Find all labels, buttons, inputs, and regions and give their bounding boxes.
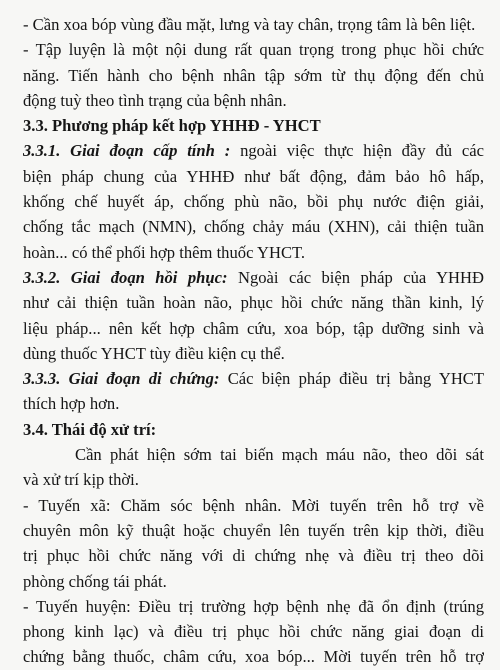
text-line: phong kinh lạc) và điều trị phục hồi chức năng giai đoạn di	[23, 622, 484, 642]
paragraph-recovery-line: 3.3.2. Giai đoạn hồi phục: Ngoài các biện pháp của YHHĐ	[23, 267, 484, 287]
text-line: chứng bằng thuốc, châm cứu, xoa bóp... Mời tuyến trên hỗ trợ	[23, 647, 484, 667]
text-line: trị phục hồi chức năng với di chứng nhẹ và điều trị theo dõi	[23, 546, 484, 566]
text-line: chống tắc mạch (NMN), chống chảy máu (XHN), cải thiện tuần	[23, 217, 484, 237]
text-line: Cần phát hiện sớm tai biến mạch máu não, theo dõi sát	[75, 445, 484, 465]
text-line: - Cần xoa bóp vùng đầu mặt, lưng và tay chân, trọng tâm là bên liệt.	[23, 15, 476, 34]
text-line: - Tuyến huyện: Điều trị trường hợp bệnh nhẹ đã ổn định (trúng	[23, 596, 484, 616]
section-heading-3-4: 3.4. Thái độ xử trí:	[23, 419, 157, 439]
text-line: và xử trí kịp thời.	[23, 470, 139, 490]
text-line: dùng thuốc YHCT tùy điều kiện cụ thể.	[23, 343, 285, 363]
text-line: khống chế huyết áp, chống phù não, bồi phụ nước điện giải,	[23, 192, 484, 212]
paragraph-sequelae-line: 3.3.3. Giai đoạn di chứng: Các biện pháp điều trị bằng YHCT	[23, 369, 484, 389]
text-line: liệu pháp... nên kết hợp châm cứu, xoa bóp, tập dưỡng sinh và	[23, 318, 484, 338]
text-line: - Tập luyện là một nội dung rất quan trọng trong phục hồi chức	[23, 40, 484, 60]
paragraph-acute-line: 3.3.1. Giai đoạn cấp tính : ngoài việc thực hiện đầy đủ các	[23, 141, 484, 161]
text-line: động tuỳ theo tình trạng của bệnh nhân.	[23, 90, 287, 110]
text-line: chuyên môn kỹ thuật hoặc chuyển lên tuyến trên kịp thời, điều	[23, 520, 484, 540]
section-heading-3-3: 3.3. Phương pháp kết hợp YHHĐ - YHCT	[23, 116, 321, 136]
text-line: phòng chống tái phát.	[23, 571, 167, 591]
subheading-3-3-2: 3.3.2. Giai đoạn hồi phục:	[23, 267, 228, 287]
text-line: hoàn... có thể phối hợp thêm thuốc YHCT.	[23, 242, 306, 262]
text-line: năng. Tiến hành cho bệnh nhân tập sớm từ thụ động đến chủ	[23, 65, 484, 85]
text-line: thích hợp hơn.	[23, 394, 120, 414]
text-line: - Tuyến xã: Chăm sóc bệnh nhân. Mời tuyến trên hỗ trợ về	[23, 495, 484, 515]
text-line: biện pháp chung của YHHĐ như bất động, đảm bảo hô hấp,	[23, 166, 484, 186]
subheading-3-3-3: 3.3.3. Giai đoạn di chứng:	[23, 369, 220, 389]
subheading-3-3-1: 3.3.1. Giai đoạn cấp tính :	[23, 141, 231, 161]
text-line: như cải thiện tuần hoàn não, phục hồi chức năng thần kinh, lý	[23, 293, 484, 313]
